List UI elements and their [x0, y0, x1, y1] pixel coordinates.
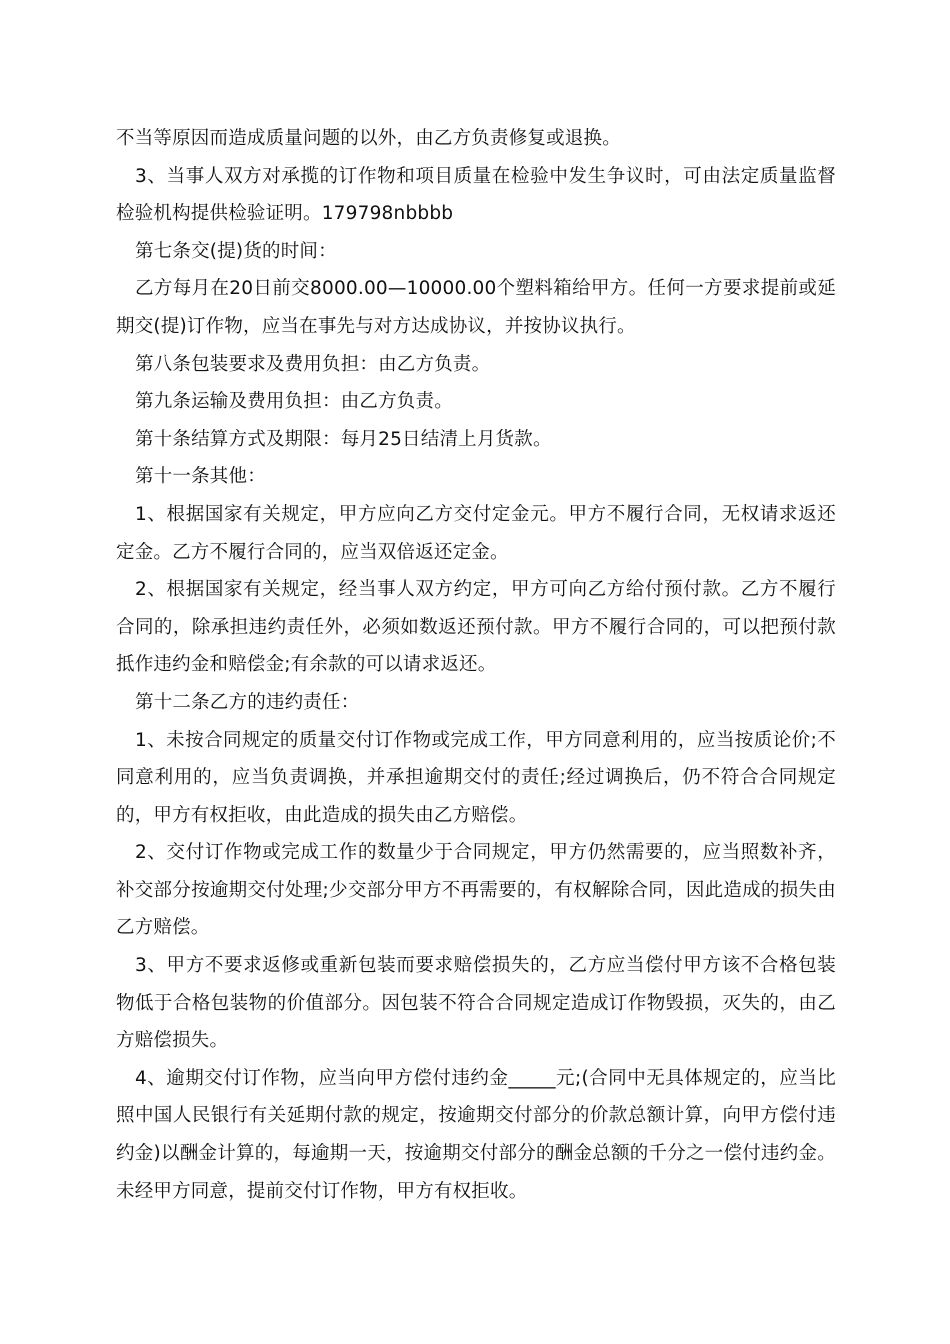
paragraph-advance-payment: 2、根据国家有关规定，经当事人双方约定，甲方可向乙方给付预付款。乙方不履行合同的，除承担违约责任外，必须如数返还预付款。甲方不履行合同的，可以把预付款抵作违约金和赔偿金;有余款的可以请求返还。	[116, 579, 836, 676]
paragraph-quantity-liability: 2、交付订作物或完成工作的数量少于合同规定，甲方仍然需要的，应当照数补齐，补交部分按逾期交付处理;少交部分甲方不再需要的，有权解除合同，因此造成的损失由乙方赔偿。	[116, 842, 836, 939]
heading-article-11: 第十一条其他：	[135, 466, 266, 488]
paragraph-delivery-time: 乙方每月在20日前交8000.00—10000.00个塑料箱给甲方。任何一方要求提前或延期交(提)订作物，应当在事先与对方达成协议，并按协议执行。	[116, 278, 836, 337]
paragraph-quality-liability: 1、未按合同规定的质量交付订作物或完成工作，甲方同意利用的，应当按质论价;不同意利用的，应当负责调换，并承担逾期交付的责任;经过调换后，仍不符合合同规定的，甲方有权拒收，由此造成的损失由乙方赔偿。	[116, 729, 836, 826]
heading-article-9: 第九条运输及费用负担：由乙方负责。	[135, 391, 453, 413]
paragraph-packaging-liability: 3、甲方不要求返修或重新包装而要求赔偿损失的，乙方应当偿付甲方该不合格包装物低于合格包装物的价值部分。因包装不符合合同规定造成订作物毁损，灭失的，由乙方赔偿损失。	[116, 955, 836, 1052]
heading-article-8: 第八条包装要求及费用负担：由乙方负责。	[135, 353, 491, 375]
paragraph-continuation: 不当等原因而造成质量问题的以外，由乙方负责修复或退换。	[116, 128, 621, 149]
heading-article-12: 第十二条乙方的违约责任：	[135, 691, 360, 713]
paragraph-deposit: 1、根据国家有关规定，甲方应向乙方交付定金元。甲方不履行合同，无权请求返还定金。乙方不履行合同的，应当双倍返还定金。	[116, 503, 836, 563]
paragraph-clause-3-dispute: 3、当事人双方对承揽的订作物和项目质量在检验中发生争议时，可由法定质量监督检验机构提供检验证明。179798nbbbb	[116, 165, 836, 225]
heading-article-7: 第七条交(提)货的时间：	[135, 240, 337, 262]
document-body	[116, 120, 836, 1210]
heading-article-10: 第十条结算方式及期限：每月25日结清上月货款。	[135, 428, 552, 450]
paragraph-late-delivery: 4、逾期交付订作物，应当向甲方偿付违约金_____元;(合同中无具体规定的，应当比照中国人民银行有关延期付款的规定，按逾期交付部分的价款总额计算，向甲方偿付违约金)以酬金计算的，每逾期一天，按逾期交付部分的酬金总额的千分之一偿付违约金。未经甲方同意，提前交付订作物，甲方有权拒收。	[116, 1067, 836, 1202]
